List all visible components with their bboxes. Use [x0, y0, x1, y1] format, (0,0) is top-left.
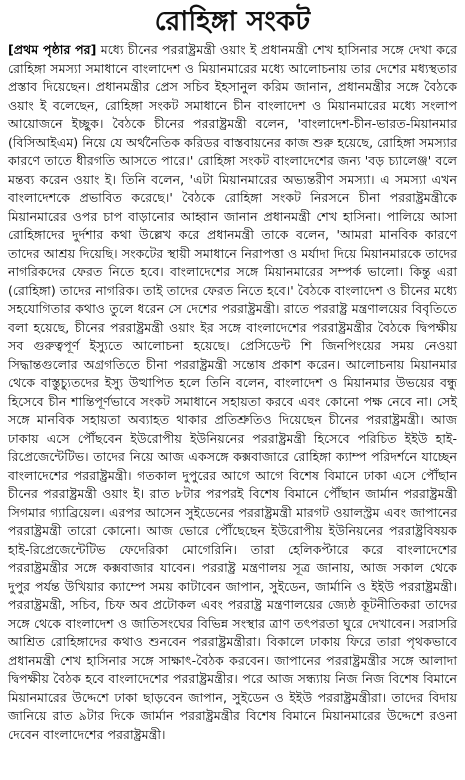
article-body-text: মধ্যে চীনের পররাষ্ট্রমন্ত্রী ওয়াং ই প্রধানমন্ত্রী শেখ হাসিনার সঙ্গে দেখা করে রোহিঙ্গা সমস্যা সমাধানে বাংলাদেশ ও মিয়ানমারের মধ্যে আলোচনায় তার দেশের মধ্যস্থতার প্রস্তাব দিয়েছেন। প্রধানমন্ত্রীর প্রেস সচিব ইহসানুল করিম জানান, প্রধানমন্ত্রীর সঙ্গে বৈঠকে ওয়াং ই বলেছেন, রোহিঙ্গা সংকট সমাধানে চীন বাংলাদেশ ও মিয়ানমারের মধ্যে সংলাপ আয়োজনে ইচ্ছুক। বৈঠকে চীনের পররাষ্ট্রমন্ত্রী বলেন, 'বাংলাদেশ-চীন-ভারত-মিয়ানমার (বিসিআইএম) নিয়ে যে অর্থনৈতিক করিডর বাস্তবায়নের কাজ শুরু হয়েছে, রোহিঙ্গা সমস্যার কারণে তাতে ধীরগতি আসতে পারে।' রোহিঙ্গা সংকট বাংলাদেশের জন্য 'বড় চ্যালেঞ্জ' বলে মন্তব্য করেন ওয়াং ই। তিনি বলেন, 'এটা মিয়ানমারের অভ্যন্তরীণ সমস্যা। এ সমস্যা এখন বাংলাদেশকে প্রভাবিত করেছে।' বৈঠকে রোহিঙ্গা সংকট নিরসনে চীনা পররাষ্ট্রমন্ত্রীকে মিয়ানমারের ওপর চাপ বাড়ানোর আহ্বান জানান প্রধানমন্ত্রী শেখ হাসিনা। পালিয়ে আসা রোহিঙ্গাদের দুর্দশার কথা উল্লেখ করে প্রধানমন্ত্রী তাকে বলেন, 'আমরা মানবিক কারণে তাদের আশ্রয় দিয়েছি। সংকটের স্থায়ী সমাধানে নিরাপত্তা ও মর্যাদা দিয়ে মিয়ানমারকে তাদের নাগরিকদের ফেরত নিতে হবে। বাংলাদেশের সঙ্গে মিয়ানমারের সম্পর্ক ভালো। কিন্তু এরা (রোহিঙ্গা) তাদের নাগরিক। তাই তাদের ফেরত নিতে হবে।' বৈঠকে বাংলাদেশ ও চীনের মধ্যে সহযোগিতার কথাও তুলে ধরেন সে দেশের পররাষ্ট্রমন্ত্রী। রাতে পররাষ্ট্র মন্ত্রণালয়ের বিবৃতিতে বলা হয়েছে, চীনের পররাষ্ট্রমন্ত্রী ওয়াং ইর সঙ্গে বাংলাদেশের পররাষ্ট্রমন্ত্রীর বৈঠকে দ্বিপক্ষীয় সব গুরুত্বপূর্ণ ইস্যুতে আলোচনা হয়েছে। প্রেসিডেন্ট শি জিনপিংয়ের সময় নেওয়া সিদ্ধান্তগুলোর অগ্রগতিতে চীনা পররাষ্ট্রমন্ত্রী সন্তোষ প্রকাশ করেন। আলোচনায় মিয়ানমার থেকে বাস্তুচ্যুতদের ইস্যু উত্থাপিত হলে তিনি বলেন, বাংলাদেশ ও মিয়ানমার উভয়ের বন্ধু হিসেবে চীন শান্তিপূর্ণভাবে সংকট সমাধানে সহায়তা করবে এবং কোনো পক্ষ নেবে না। সেই সঙ্গে মানবিক সহায়তা অব্যাহত থাকার প্রতিশ্রুতিও দিয়েছেন চীনের পররাষ্ট্রমন্ত্রী। আজ ঢাকায় এসে পৌঁছবেন ইউরোপীয় ইউনিয়নের পররাষ্ট্রমন্ত্রী হিসেবে পরিচিত ইইউ হাই-রিপ্রেজেন্টেটিভ। তাদের নিয়ে আজ একসঙ্গে কক্সবাজারে রোহিঙ্গা ক্যাম্প পরিদর্শনে যাচ্ছেন বাংলাদেশের পররাষ্ট্রমন্ত্রী। গতকাল দুপুরের আগে আগে বিশেষ বিমানে ঢাকা এসে পৌঁছান চীনের পররাষ্ট্রমন্ত্রী ওয়াং ই। রাত ৮টার পরপরই বিশেষ বিমানে পৌঁছান জার্মান পররাষ্ট্রমন্ত্রী সিগমার গ্যাব্রিয়েল। এরপর আসেন সুইডেনের পররাষ্ট্রমন্ত্রী মারগট ওয়ালস্ট্রম এবং জাপানের পররাষ্ট্রমন্ত্রী তারো কোনো। আজ ভোরে পৌঁছেছেন ইউরোপীয় ইউনিয়নের পররাষ্ট্রবিষয়ক হাই-রিপ্রেজেন্টেটিভ ফেদেরিকা মোগেরিনি। তারা হেলিকপ্টারে করে বাংলাদেশের পররাষ্ট্রমন্ত্রীর সঙ্গে কক্সবাজার যাবেন। পররাষ্ট্র মন্ত্রণালয় সূত্র জানায়, আজ সকাল থেকে দুপুর পর্যন্ত উখিয়ার ক্যাম্পে সময় কাটাবেন জাপান, সুইডেন, জার্মানি ও ইইউ পররাষ্ট্রমন্ত্রী। পররাষ্ট্রমন্ত্রী, সচিব, চিফ অব প্রটোকল এবং পররাষ্ট্র মন্ত্রণালয়ের জ্যেষ্ঠ কূটনীতিকরা তাদের সঙ্গে থেকে বাংলাদেশ ও জাতিসংঘের বিভিন্ন সংস্থার ত্রাণ তৎপরতা ঘুরে দেখাবেন। সরাসরি আশ্রিত রোহিঙ্গাদের কথাও শুনবেন পররাষ্ট্রমন্ত্রীরা। বিকালে ঢাকায় ফিরে তারা পৃথকভাবে প্রধানমন্ত্রী শেখ হাসিনার সঙ্গে সাক্ষাৎ-বৈঠক করবেন। জাপানের পররাষ্ট্রমন্ত্রীর সঙ্গে আলাদা দ্বিপক্ষীয় বৈঠক হবে বাংলাদেশের পররাষ্ট্রমন্ত্রীর। পরে আজ সন্ধ্যায় নিজ নিজ বিশেষ বিমানে মিয়ানমারের উদ্দেশে ঢাকা ছাড়বেন জাপান, সুইডেন ও ইইউ পররাষ্ট্রমন্ত্রীরা। তাদের বিদায় জানিয়ে রাত ৯টার দিকে জার্মান পররাষ্ট্রমন্ত্রীর বিশেষ বিমানে মিয়ানমারের উদ্দেশে রওনা দেবেন বাংলাদেশের পররাষ্ট্রমন্ত্রী।: [8, 42, 458, 742]
article-body: [8, 41, 457, 744]
continuation-kicker: [প্রথম পৃষ্ঠার পর]: [8, 42, 97, 57]
article-headline: রোহিঙ্গা সংকট: [154, 6, 311, 37]
